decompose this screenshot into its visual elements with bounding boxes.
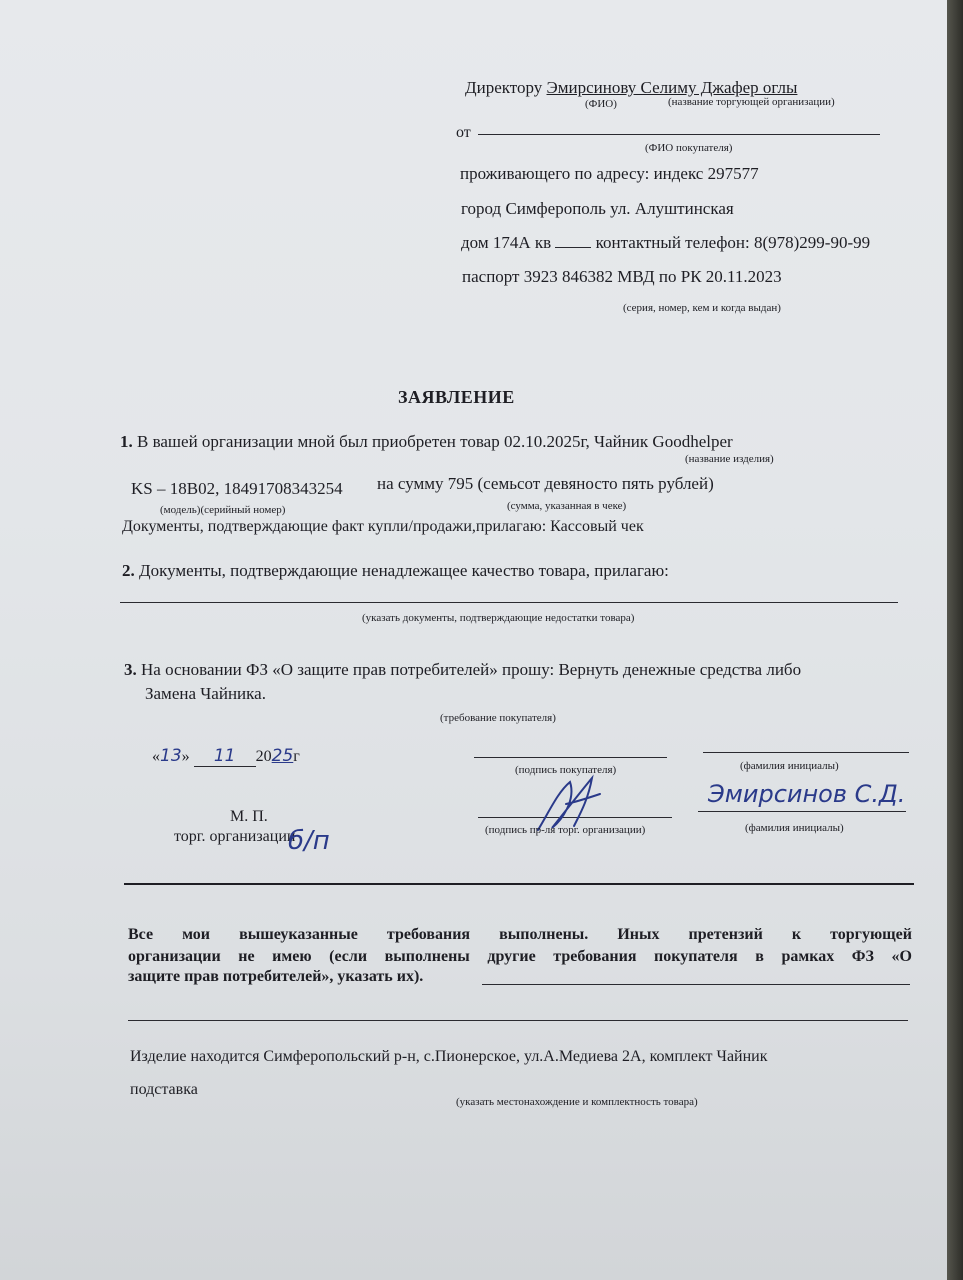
buyer-signature-line: [474, 757, 667, 758]
buyer-name-caption: (фамилия инициалы): [740, 760, 839, 772]
date-day: 13: [160, 746, 182, 766]
item2-blank-line: [120, 602, 898, 603]
closing-blank-1: [482, 984, 910, 985]
item3-caption: (требование покупателя): [440, 712, 556, 724]
item1-line: [120, 432, 733, 452]
fio-caption: (ФИО): [585, 98, 617, 110]
location-caption: (указать местонахождение и комплектность товара): [456, 1096, 698, 1108]
house-prefix: дом 174А кв: [461, 233, 552, 252]
item1-text: В вашей организации мной был приобретен товар 02.10.2025г, Чайник Goodhelper: [137, 432, 733, 451]
item3-line-1: [124, 660, 801, 680]
mp-label: М. П.: [230, 808, 268, 825]
date-year-prefix: 20: [255, 748, 272, 765]
item2-line: [122, 561, 669, 581]
location-line-1: Изделие находится Симферопольский р-н, с.Пионерское, ул.А.Медиева 2А, комплект Чайник: [130, 1048, 768, 1065]
item3-text-2: Замена Чайника.: [145, 684, 266, 703]
date-month: 11: [213, 746, 236, 766]
from-label: от: [456, 124, 471, 141]
stamp-note: б/п: [288, 826, 330, 856]
address-line-2: город Симферополь ул. Алуштинская: [461, 199, 734, 218]
model-caption: (модель)(серийный номер): [160, 504, 286, 516]
buyer-caption: (ФИО покупателя): [645, 142, 733, 154]
background-edge: [947, 0, 963, 1280]
item1-number: 1.: [120, 432, 133, 451]
closing-blank-2: [128, 1020, 908, 1021]
closing-line-2: организации не имею (если выполнены другие требования покупателя в рамках ФЗ «О: [128, 948, 912, 965]
director-name: Эмирсинову Селиму Джафер оглы: [546, 78, 798, 97]
phone-text: контактный телефон: 8(978)299-90-99: [595, 233, 871, 252]
org-label: торг. организации: [174, 828, 296, 845]
passport-line: паспорт 3923 846382 МВД по РК 20.11.2023: [462, 267, 782, 286]
documents-text: Документы, подтверждающие факт купли/продажи,прилагаю: Кассовый чек: [122, 518, 644, 535]
org-name-caption: (фамилия инициалы): [745, 822, 844, 834]
separator-line: [124, 883, 914, 885]
item2-caption: (указать документы, подтверждающие недостатки товара): [362, 612, 635, 624]
document-title: ЗАЯВЛЕНИЕ: [398, 387, 515, 407]
buyer-signature-caption: (подпись покупателя): [515, 764, 617, 776]
director-label: Директору: [465, 78, 543, 97]
item2-text: Документы, подтверждающие ненадлежащее качество товара, прилагаю:: [139, 561, 669, 580]
org-signature-caption: (подпись пр-ля торг. организации): [485, 824, 646, 836]
date-open-quote: «: [152, 748, 160, 765]
apartment-blank: [555, 237, 591, 248]
date-line: [152, 746, 300, 767]
org-caption: (название торгующей организации): [668, 96, 835, 108]
date-suffix: г: [293, 748, 300, 765]
model-text: KS – 18B02, 18491708343254: [131, 479, 343, 498]
director-line: [465, 78, 797, 98]
buyer-name-line: [703, 752, 909, 753]
house-phone-line: [461, 233, 870, 253]
item2-number: 2.: [122, 561, 135, 580]
item3-text-1: На основании ФЗ «О защите прав потребителей» прошу: Вернуть денежные средства либо: [141, 660, 802, 679]
item3-number: 3.: [124, 660, 137, 679]
sum-text: на сумму 795 (семьсот девяносто пять рублей): [377, 474, 714, 493]
closing-line-3: защите прав потребителей», указать их).: [128, 968, 424, 985]
org-signature-name: Эмирсинов С.Д.: [708, 780, 906, 808]
date-month-field: [194, 746, 256, 767]
sum-caption: (сумма, указанная в чеке): [507, 500, 627, 512]
date-close-quote: »: [181, 748, 190, 765]
date-year: 25: [271, 746, 294, 766]
location-line-2: подставка: [130, 1081, 198, 1098]
passport-caption: (серия, номер, кем и когда выдан): [623, 302, 781, 314]
address-line-1: проживающего по адресу: индекс 297577: [460, 164, 759, 183]
product-caption: (название изделия): [685, 453, 774, 465]
buyer-fio-line: [478, 134, 880, 135]
org-name-line: [698, 811, 906, 812]
closing-line-1: Все мои вышеуказанные требования выполнены. Иных претензий к торгующей: [128, 926, 912, 943]
